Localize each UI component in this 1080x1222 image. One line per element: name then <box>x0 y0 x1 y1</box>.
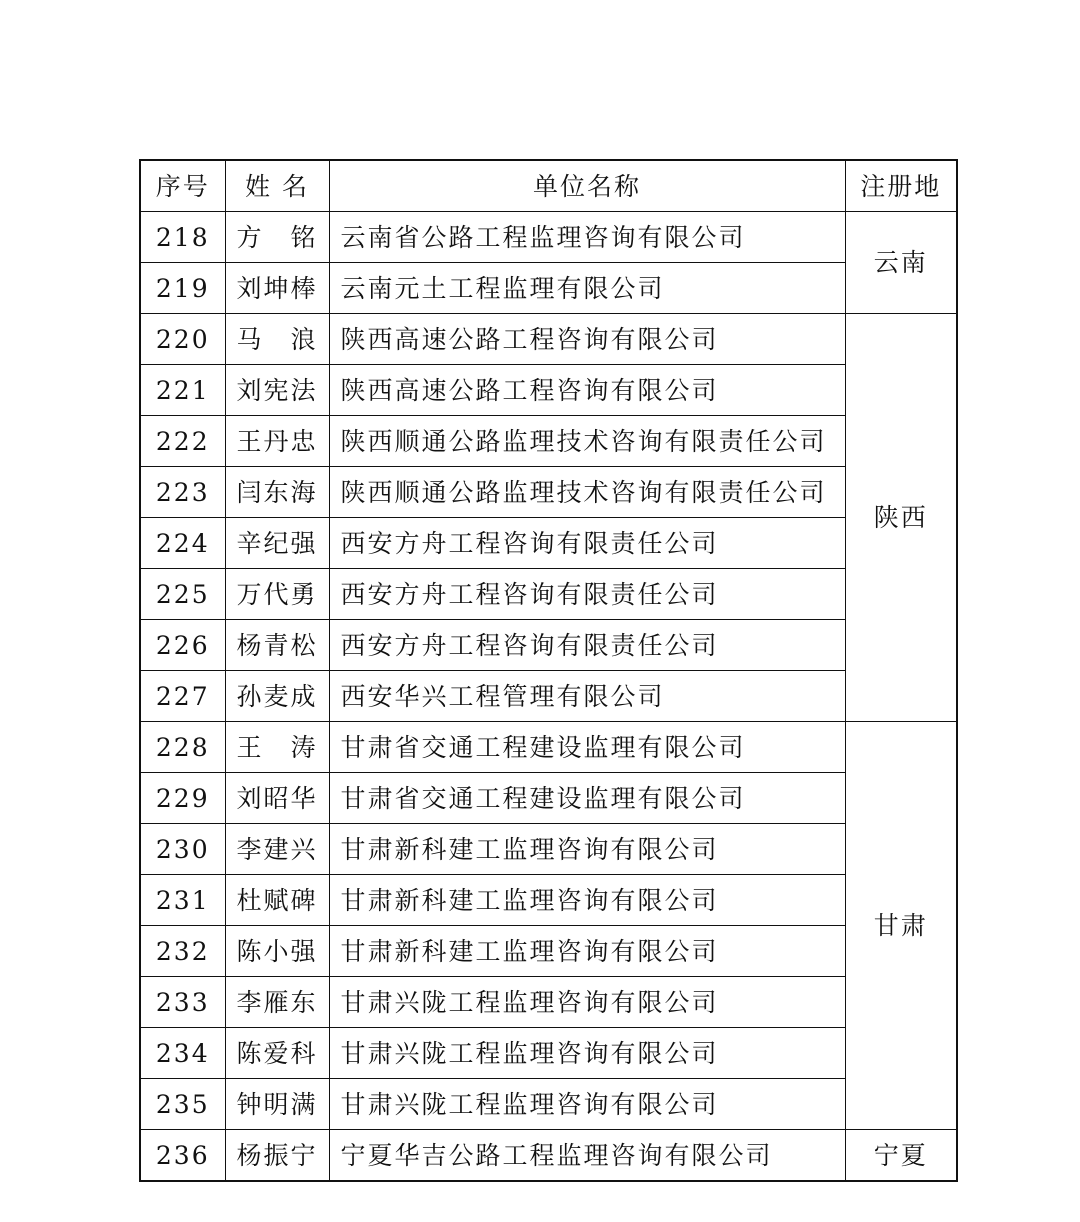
person-name-cell: 孙麦成 <box>225 671 329 722</box>
header-row <box>140 160 957 212</box>
table-row <box>140 773 957 824</box>
unit-name-cell: 甘肃新科建工监理咨询有限公司 <box>329 926 845 977</box>
unit-name-cell: 甘肃兴陇工程监理咨询有限公司 <box>329 1079 845 1130</box>
serial-number-cell: 218 <box>140 212 225 263</box>
unit-name-cell: 甘肃省交通工程建设监理有限公司 <box>329 773 845 824</box>
table-row <box>140 416 957 467</box>
registration-place-cell: 宁夏 <box>845 1130 957 1182</box>
person-name-cell: 李建兴 <box>225 824 329 875</box>
header-name: 姓 名 <box>225 160 329 212</box>
person-name-cell: 王 涛 <box>225 722 329 773</box>
table-row <box>140 722 957 773</box>
table-row <box>140 926 957 977</box>
table-row <box>140 671 957 722</box>
serial-number-cell: 220 <box>140 314 225 365</box>
unit-name-cell: 西安方舟工程咨询有限责任公司 <box>329 518 845 569</box>
person-name-cell: 刘坤棒 <box>225 263 329 314</box>
table-row <box>140 212 957 263</box>
table-row <box>140 467 957 518</box>
person-name-cell: 刘宪法 <box>225 365 329 416</box>
person-name-cell: 杨青松 <box>225 620 329 671</box>
serial-number-cell: 231 <box>140 875 225 926</box>
unit-name-cell: 陕西高速公路工程咨询有限公司 <box>329 314 845 365</box>
table-row <box>140 365 957 416</box>
registration-place-cell: 甘肃 <box>845 722 957 1130</box>
person-name-cell: 闫东海 <box>225 467 329 518</box>
table-row <box>140 1028 957 1079</box>
person-name-cell: 刘昭华 <box>225 773 329 824</box>
serial-number-cell: 236 <box>140 1130 225 1182</box>
serial-number-cell: 224 <box>140 518 225 569</box>
table-row <box>140 1079 957 1130</box>
person-name-cell: 陈小强 <box>225 926 329 977</box>
table-row <box>140 1130 957 1182</box>
person-name-cell: 王丹忠 <box>225 416 329 467</box>
serial-number-cell: 230 <box>140 824 225 875</box>
person-name-cell: 陈爱科 <box>225 1028 329 1079</box>
serial-number-cell: 227 <box>140 671 225 722</box>
serial-number-cell: 221 <box>140 365 225 416</box>
registration-place-cell: 陕西 <box>845 314 957 722</box>
table-body <box>140 212 957 1182</box>
table-row <box>140 314 957 365</box>
person-name-cell: 杜赋碑 <box>225 875 329 926</box>
serial-number-cell: 223 <box>140 467 225 518</box>
person-name-cell: 马 浪 <box>225 314 329 365</box>
unit-name-cell: 陕西顺通公路监理技术咨询有限责任公司 <box>329 467 845 518</box>
unit-name-cell: 云南元土工程监理有限公司 <box>329 263 845 314</box>
serial-number-cell: 229 <box>140 773 225 824</box>
person-name-cell: 李雁东 <box>225 977 329 1028</box>
table-header <box>140 160 957 212</box>
unit-name-cell: 甘肃新科建工监理咨询有限公司 <box>329 875 845 926</box>
unit-name-cell: 宁夏华吉公路工程监理咨询有限公司 <box>329 1130 845 1182</box>
unit-name-cell: 甘肃省交通工程建设监理有限公司 <box>329 722 845 773</box>
table-row <box>140 824 957 875</box>
unit-name-cell: 陕西顺通公路监理技术咨询有限责任公司 <box>329 416 845 467</box>
header-unit-name: 单位名称 <box>329 160 845 212</box>
person-name-cell: 钟明满 <box>225 1079 329 1130</box>
registration-place-cell: 云南 <box>845 212 957 314</box>
serial-number-cell: 228 <box>140 722 225 773</box>
serial-number-cell: 235 <box>140 1079 225 1130</box>
unit-name-cell: 甘肃新科建工监理咨询有限公司 <box>329 824 845 875</box>
person-name-cell: 万代勇 <box>225 569 329 620</box>
person-name-cell: 辛纪强 <box>225 518 329 569</box>
person-name-cell: 杨振宁 <box>225 1130 329 1182</box>
unit-name-cell: 西安华兴工程管理有限公司 <box>329 671 845 722</box>
serial-number-cell: 225 <box>140 569 225 620</box>
table-row <box>140 569 957 620</box>
header-serial-number: 序号 <box>140 160 225 212</box>
table-row <box>140 263 957 314</box>
serial-number-cell: 234 <box>140 1028 225 1079</box>
table-row <box>140 518 957 569</box>
roster-table <box>139 159 958 1182</box>
serial-number-cell: 233 <box>140 977 225 1028</box>
table-row <box>140 977 957 1028</box>
unit-name-cell: 西安方舟工程咨询有限责任公司 <box>329 569 845 620</box>
serial-number-cell: 232 <box>140 926 225 977</box>
serial-number-cell: 219 <box>140 263 225 314</box>
person-name-cell: 方 铭 <box>225 212 329 263</box>
serial-number-cell: 226 <box>140 620 225 671</box>
unit-name-cell: 云南省公路工程监理咨询有限公司 <box>329 212 845 263</box>
unit-name-cell: 西安方舟工程咨询有限责任公司 <box>329 620 845 671</box>
unit-name-cell: 甘肃兴陇工程监理咨询有限公司 <box>329 1028 845 1079</box>
table-row <box>140 875 957 926</box>
serial-number-cell: 222 <box>140 416 225 467</box>
unit-name-cell: 甘肃兴陇工程监理咨询有限公司 <box>329 977 845 1028</box>
unit-name-cell: 陕西高速公路工程咨询有限公司 <box>329 365 845 416</box>
table-row <box>140 620 957 671</box>
header-registration-place: 注册地 <box>845 160 957 212</box>
